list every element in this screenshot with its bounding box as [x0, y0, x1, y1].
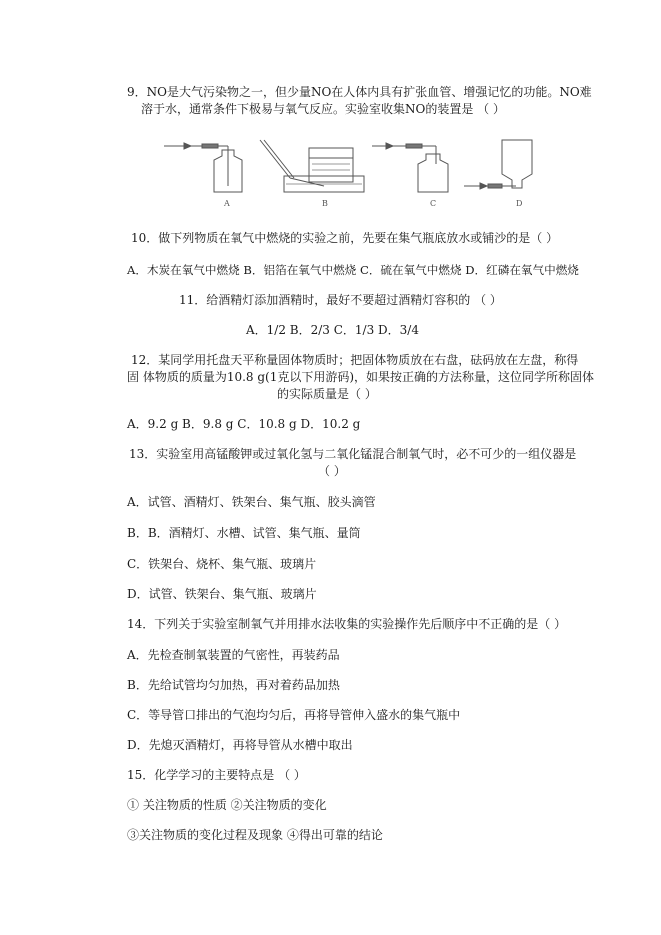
fig-label-a: A	[224, 199, 230, 208]
q14-option-b: B．先给试管均匀加热，再对着药品加热	[127, 678, 340, 692]
q15-stem: 15．化学学习的主要特点是 （ ）	[127, 768, 306, 782]
q14-option-a: A．先检查制氧装置的气密性，再装药品	[127, 648, 340, 662]
q11-options: A．1/2 B．2/3 C．1/3 D．3/4	[246, 323, 419, 337]
apparatus-b-icon	[260, 140, 364, 192]
q14-option-c: C．等导管口排出的气泡均匀后，再将导管伸入盛水的集气瓶中	[127, 708, 461, 722]
q12-options: A．9.2 g B．9.8 g C．10.8 g D．10.2 g	[127, 417, 361, 431]
fig-label-c: C	[430, 199, 437, 208]
q10-stem: 10．做下列物质在氧气中燃烧的实验之前，先要在集气瓶底放水或铺沙的是（ ）	[131, 231, 559, 245]
q13-option-a: A．试管、酒精灯、铁架台、集气瓶、胶头滴管	[127, 495, 376, 509]
q13-line1: 13．实验室用高锰酸钾或过氧化氢与二氧化锰混合制氧气时，必不可少的一组仪器是	[129, 447, 577, 461]
q11-stem: 11．给酒精灯添加酒精时，最好不要超过酒精灯容积的 （ ）	[179, 293, 502, 307]
q15-line1: ① 关注物质的性质 ②关注物质的变化	[127, 798, 327, 812]
gas-collection-figure	[164, 134, 564, 212]
fig-label-b: B	[322, 199, 328, 208]
q14-stem: 14．下列关于实验室制氧气并用排水法收集的实验操作先后顺序中不正确的是（ ）	[127, 617, 567, 631]
q13-option-d: D．试管、铁架台、集气瓶、玻璃片	[127, 587, 317, 601]
q10-options: A．木炭在氧气中燃烧 B．铝箔在氧气中燃烧 C．硫在氧气中燃烧 D．红磷在氧气中燃烧	[127, 263, 579, 277]
fig-label-d: D	[516, 199, 523, 208]
apparatus-a-icon	[164, 143, 242, 192]
q12-line1: 12．某同学用托盘天平称量固体物质时；把固体物质放在右盘，砝码放在左盘，称得	[131, 353, 579, 367]
q14-option-d: D．先熄灭酒精灯，再将导管从水槽中取出	[127, 738, 353, 752]
q15-line2: ③关注物质的变化过程及现象 ④得出可靠的结论	[127, 828, 383, 842]
q12-line2: 固 体物质的质量为10.8 g(1克以下用游码)，如果按正确的方法称量，这位同学所称固体	[127, 370, 595, 384]
q13-option-c: C．铁架台、烧杯、集气瓶、玻璃片	[127, 557, 317, 571]
q13-line2: （ ）	[318, 464, 346, 478]
apparatus-c-icon	[372, 143, 448, 192]
q12-line3: 的实际质量是（ ）	[277, 387, 377, 401]
q9-line1: 9．NO是大气污染物之一，但少量NO在人体内具有扩张血管、增强记忆的功能。NO难	[127, 85, 592, 99]
apparatus-d-icon	[464, 140, 532, 189]
q13-option-b: B．B．酒精灯、水槽、试管、集气瓶、量筒	[127, 526, 361, 540]
q9-line2: 溶于水，通常条件下极易与氧气反应。实验室收集NO的装置是 （ ）	[141, 102, 505, 116]
